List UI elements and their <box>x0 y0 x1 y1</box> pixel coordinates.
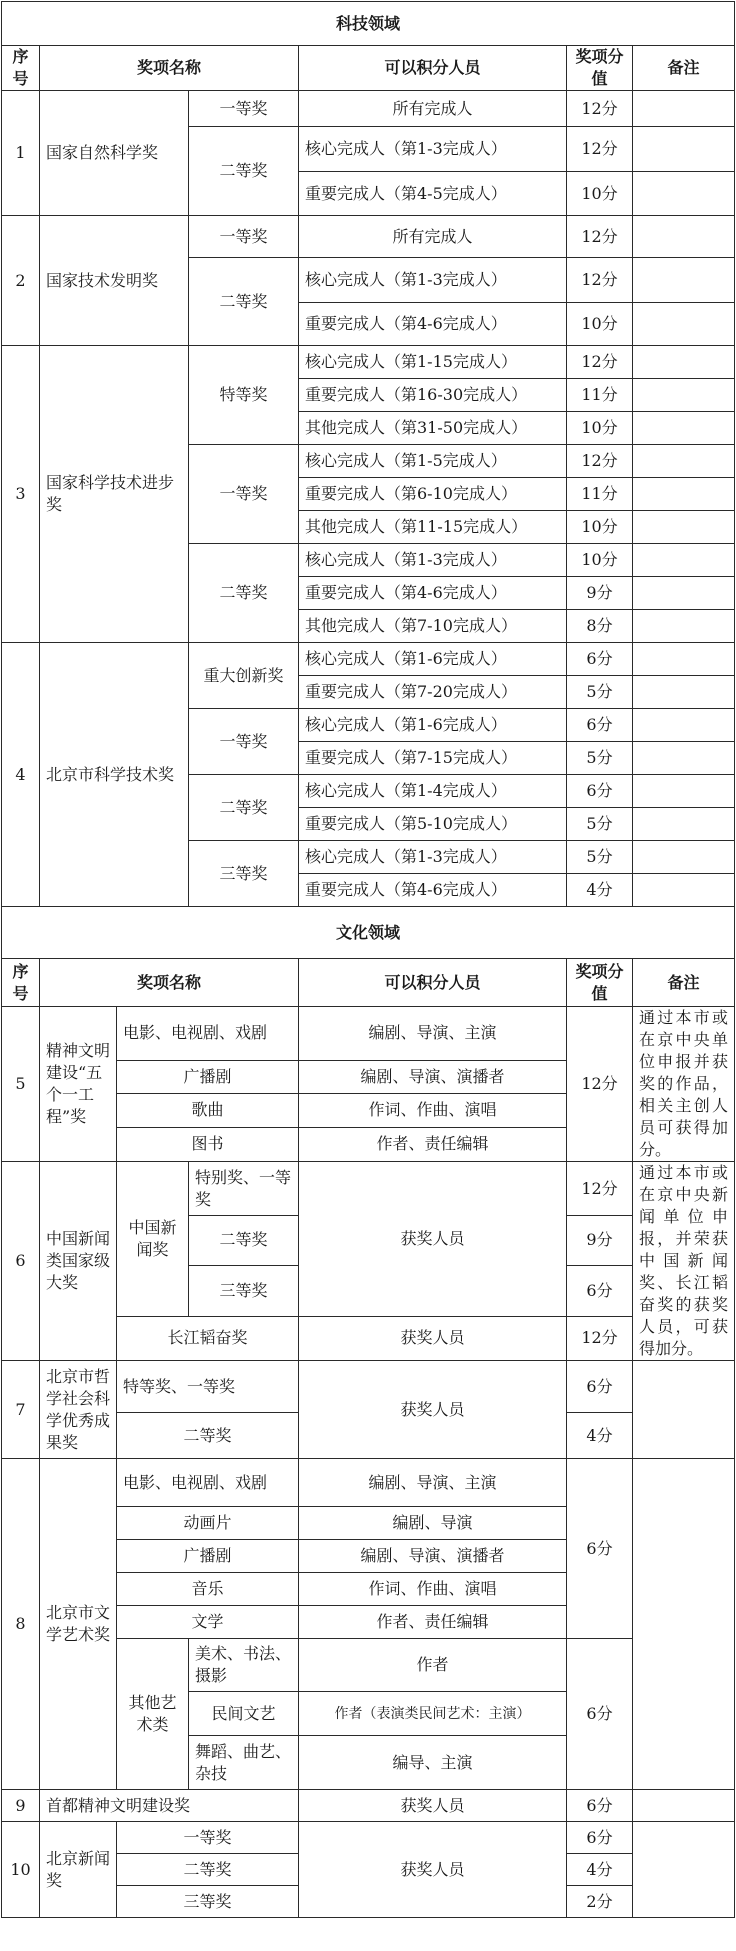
header-remark: 备注 <box>633 46 735 91</box>
eligible-persons: 作者 <box>299 1639 567 1692</box>
eligible-persons: 获奖人员 <box>299 1316 567 1360</box>
award-level: 特等奖 <box>189 346 299 445</box>
eligible-persons: 其他完成人（第11-15完成人） <box>299 511 567 544</box>
row-number: 3 <box>2 346 40 643</box>
score-value: 10分 <box>567 172 633 216</box>
header-remark: 备注 <box>633 959 735 1007</box>
award-level: 二等奖 <box>189 775 299 841</box>
award-level: 一等奖 <box>189 91 299 127</box>
row-number: 9 <box>2 1790 40 1822</box>
award-category: 动画片 <box>117 1507 299 1540</box>
award-level: 二等奖 <box>117 1413 299 1459</box>
remark-cell <box>633 1459 735 1790</box>
award-level: 长江韬奋奖 <box>117 1316 299 1360</box>
eligible-persons: 核心完成人（第1-5完成人） <box>299 445 567 478</box>
award-level: 三等奖 <box>189 841 299 907</box>
award-level: 特别奖、一等奖 <box>189 1162 299 1216</box>
row-number: 1 <box>2 91 40 216</box>
eligible-persons: 核心完成人（第1-3完成人） <box>299 258 567 303</box>
eligible-persons: 核心完成人（第1-3完成人） <box>299 127 567 172</box>
section-title-culture: 文化领域 <box>2 907 735 959</box>
score-value: 12分 <box>567 216 633 258</box>
award-level: 二等奖 <box>189 544 299 643</box>
score-value: 6分 <box>567 1361 633 1413</box>
eligible-persons: 核心完成人（第1-15完成人） <box>299 346 567 379</box>
row-number: 6 <box>2 1162 40 1361</box>
score-value: 8分 <box>567 610 633 643</box>
header-seq: 序号 <box>2 959 40 1007</box>
row-number: 8 <box>2 1459 40 1790</box>
score-value: 4分 <box>567 1413 633 1459</box>
eligible-persons: 编剧、导演、主演 <box>299 1007 567 1061</box>
remark-cell <box>633 445 735 478</box>
score-value: 11分 <box>567 379 633 412</box>
remark-cell <box>633 216 735 258</box>
award-name: 北京市科学技术奖 <box>40 643 189 907</box>
row-number: 2 <box>2 216 40 346</box>
score-value: 10分 <box>567 544 633 577</box>
remark-cell <box>633 303 735 346</box>
remark-cell <box>633 742 735 775</box>
award-level: 一等奖 <box>117 1822 299 1854</box>
award-category: 歌曲 <box>117 1093 299 1127</box>
remark-cell <box>633 544 735 577</box>
eligible-persons: 作者（表演类民间艺术：主演） <box>299 1692 567 1736</box>
eligible-persons: 作词、作曲、演唱 <box>299 1093 567 1127</box>
award-category: 广播剧 <box>117 1060 299 1093</box>
remark-cell <box>633 874 735 907</box>
eligible-persons: 所有完成人 <box>299 91 567 127</box>
score-value: 12分 <box>567 1007 633 1162</box>
remark-cell <box>633 1790 735 1822</box>
remark-cell <box>633 1822 735 1918</box>
header-award-name: 奖项名称 <box>40 959 299 1007</box>
score-value: 11分 <box>567 478 633 511</box>
award-name: 精神文明建设“五个一工程”奖 <box>40 1007 117 1162</box>
award-level: 一等奖 <box>189 445 299 544</box>
remark-cell <box>633 841 735 874</box>
row-number: 7 <box>2 1361 40 1459</box>
award-level: 二等奖 <box>117 1854 299 1886</box>
score-value: 10分 <box>567 303 633 346</box>
score-value: 4分 <box>567 874 633 907</box>
row-number: 10 <box>2 1822 40 1918</box>
award-category: 图书 <box>117 1127 299 1161</box>
award-level: 三等奖 <box>117 1886 299 1918</box>
eligible-persons: 编剧、导演 <box>299 1507 567 1540</box>
eligible-persons: 重要完成人（第6-10完成人） <box>299 478 567 511</box>
eligible-persons: 重要完成人（第7-20完成人） <box>299 676 567 709</box>
remark-cell <box>633 1361 735 1459</box>
score-value: 12分 <box>567 258 633 303</box>
eligible-persons: 其他完成人（第31-50完成人） <box>299 412 567 445</box>
score-value: 5分 <box>567 742 633 775</box>
award-name: 北京市文学艺术奖 <box>40 1459 117 1790</box>
remark-cell <box>633 577 735 610</box>
eligible-persons: 所有完成人 <box>299 216 567 258</box>
eligible-persons: 编剧、导演、演播者 <box>299 1540 567 1573</box>
eligible-persons: 重要完成人（第16-30完成人） <box>299 379 567 412</box>
remark-cell <box>633 346 735 379</box>
eligible-persons: 重要完成人（第4-6完成人） <box>299 577 567 610</box>
sub-award-name: 中国新闻奖 <box>117 1162 189 1317</box>
score-value: 12分 <box>567 445 633 478</box>
eligible-persons: 获奖人员 <box>299 1822 567 1918</box>
eligible-persons: 其他完成人（第7-10完成人） <box>299 610 567 643</box>
score-value: 6分 <box>567 775 633 808</box>
remark-cell <box>633 775 735 808</box>
eligible-persons: 核心完成人（第1-6完成人） <box>299 643 567 676</box>
award-category: 广播剧 <box>117 1540 299 1573</box>
remark-cell <box>633 258 735 303</box>
eligible-persons: 编剧、导演、主演 <box>299 1459 567 1507</box>
eligible-persons: 核心完成人（第1-3完成人） <box>299 544 567 577</box>
award-name: 国家科学技术进步奖 <box>40 346 189 643</box>
award-level: 二等奖 <box>189 258 299 346</box>
score-value: 12分 <box>567 91 633 127</box>
remark-cell <box>633 91 735 127</box>
award-level: 三等奖 <box>189 1265 299 1316</box>
award-name: 国家技术发明奖 <box>40 216 189 346</box>
header-score: 奖项分值 <box>567 959 633 1007</box>
remark-cell <box>633 127 735 172</box>
score-value: 6分 <box>567 643 633 676</box>
eligible-persons: 重要完成人（第5-10完成人） <box>299 808 567 841</box>
award-category: 电影、电视剧、戏剧 <box>117 1459 299 1507</box>
award-name: 国家自然科学奖 <box>40 91 189 216</box>
award-name: 北京市哲学社会科学优秀成果奖 <box>40 1361 117 1459</box>
remark-cell <box>633 709 735 742</box>
remark-cell <box>633 412 735 445</box>
row-number: 5 <box>2 1007 40 1162</box>
remark-cell <box>633 511 735 544</box>
score-value: 6分 <box>567 1822 633 1854</box>
score-value: 4分 <box>567 1854 633 1886</box>
award-name: 首都精神文明建设奖 <box>40 1790 299 1822</box>
remark-cell <box>633 478 735 511</box>
award-level: 二等奖 <box>189 1216 299 1265</box>
remark-cell <box>633 676 735 709</box>
header-score: 奖项分值 <box>567 46 633 91</box>
award-category: 音乐 <box>117 1573 299 1606</box>
eligible-persons: 编导、主演 <box>299 1736 567 1790</box>
score-value: 6分 <box>567 1790 633 1822</box>
award-name: 中国新闻类国家级大奖 <box>40 1162 117 1361</box>
eligible-persons: 获奖人员 <box>299 1162 567 1317</box>
score-value: 6分 <box>567 1459 633 1639</box>
award-level: 一等奖 <box>189 216 299 258</box>
score-value: 9分 <box>567 577 633 610</box>
eligible-persons: 获奖人员 <box>299 1361 567 1459</box>
eligible-persons: 作者、责任编辑 <box>299 1606 567 1639</box>
award-category: 民间文艺 <box>189 1692 299 1736</box>
header-award-name: 奖项名称 <box>40 46 299 91</box>
header-who: 可以积分人员 <box>299 959 567 1007</box>
award-level: 一等奖 <box>189 709 299 775</box>
score-value: 12分 <box>567 1316 633 1360</box>
eligible-persons: 获奖人员 <box>299 1790 567 1822</box>
score-value: 6分 <box>567 709 633 742</box>
score-value: 6分 <box>567 1639 633 1790</box>
other-arts-label: 其他艺术类 <box>117 1639 189 1790</box>
score-value: 9分 <box>567 1216 633 1265</box>
eligible-persons: 核心完成人（第1-4完成人） <box>299 775 567 808</box>
remark-cell <box>633 643 735 676</box>
award-level: 重大创新奖 <box>189 643 299 709</box>
score-value: 10分 <box>567 511 633 544</box>
score-value: 12分 <box>567 127 633 172</box>
score-value: 5分 <box>567 841 633 874</box>
remark-note: 通过本市或在京中央新闻单位申报，并荣获中国新闻奖、长江韬奋奖的获奖人员，可获得加分。 <box>633 1162 735 1361</box>
header-who: 可以积分人员 <box>299 46 567 91</box>
eligible-persons: 作词、作曲、演唱 <box>299 1573 567 1606</box>
award-level: 特等奖、一等奖 <box>117 1361 299 1413</box>
eligible-persons: 核心完成人（第1-3完成人） <box>299 841 567 874</box>
score-value: 12分 <box>567 346 633 379</box>
award-category: 美术、书法、摄影 <box>189 1639 299 1692</box>
header-seq: 序号 <box>2 46 40 91</box>
eligible-persons: 作者、责任编辑 <box>299 1127 567 1161</box>
score-value: 5分 <box>567 808 633 841</box>
score-value: 12分 <box>567 1162 633 1216</box>
eligible-persons: 重要完成人（第4-6完成人） <box>299 303 567 346</box>
row-number: 4 <box>2 643 40 907</box>
award-points-table <box>1 1 735 1918</box>
score-value: 2分 <box>567 1886 633 1918</box>
award-category: 文学 <box>117 1606 299 1639</box>
remark-cell <box>633 808 735 841</box>
eligible-persons: 重要完成人（第4-5完成人） <box>299 172 567 216</box>
eligible-persons: 重要完成人（第4-6完成人） <box>299 874 567 907</box>
award-category: 舞蹈、曲艺、杂技 <box>189 1736 299 1790</box>
remark-cell <box>633 172 735 216</box>
eligible-persons: 编剧、导演、演播者 <box>299 1060 567 1093</box>
score-value: 10分 <box>567 412 633 445</box>
remark-cell <box>633 379 735 412</box>
eligible-persons: 重要完成人（第7-15完成人） <box>299 742 567 775</box>
award-level: 二等奖 <box>189 127 299 216</box>
score-value: 5分 <box>567 676 633 709</box>
award-name: 北京新闻奖 <box>40 1822 117 1918</box>
remark-note: 通过本市或在京中央单位申报并获奖的作品，相关主创人员可获得加分。 <box>633 1007 735 1162</box>
section-title-tech: 科技领域 <box>2 2 735 46</box>
award-category: 电影、电视剧、戏剧 <box>117 1007 299 1061</box>
score-value: 6分 <box>567 1265 633 1316</box>
remark-cell <box>633 610 735 643</box>
eligible-persons: 核心完成人（第1-6完成人） <box>299 709 567 742</box>
